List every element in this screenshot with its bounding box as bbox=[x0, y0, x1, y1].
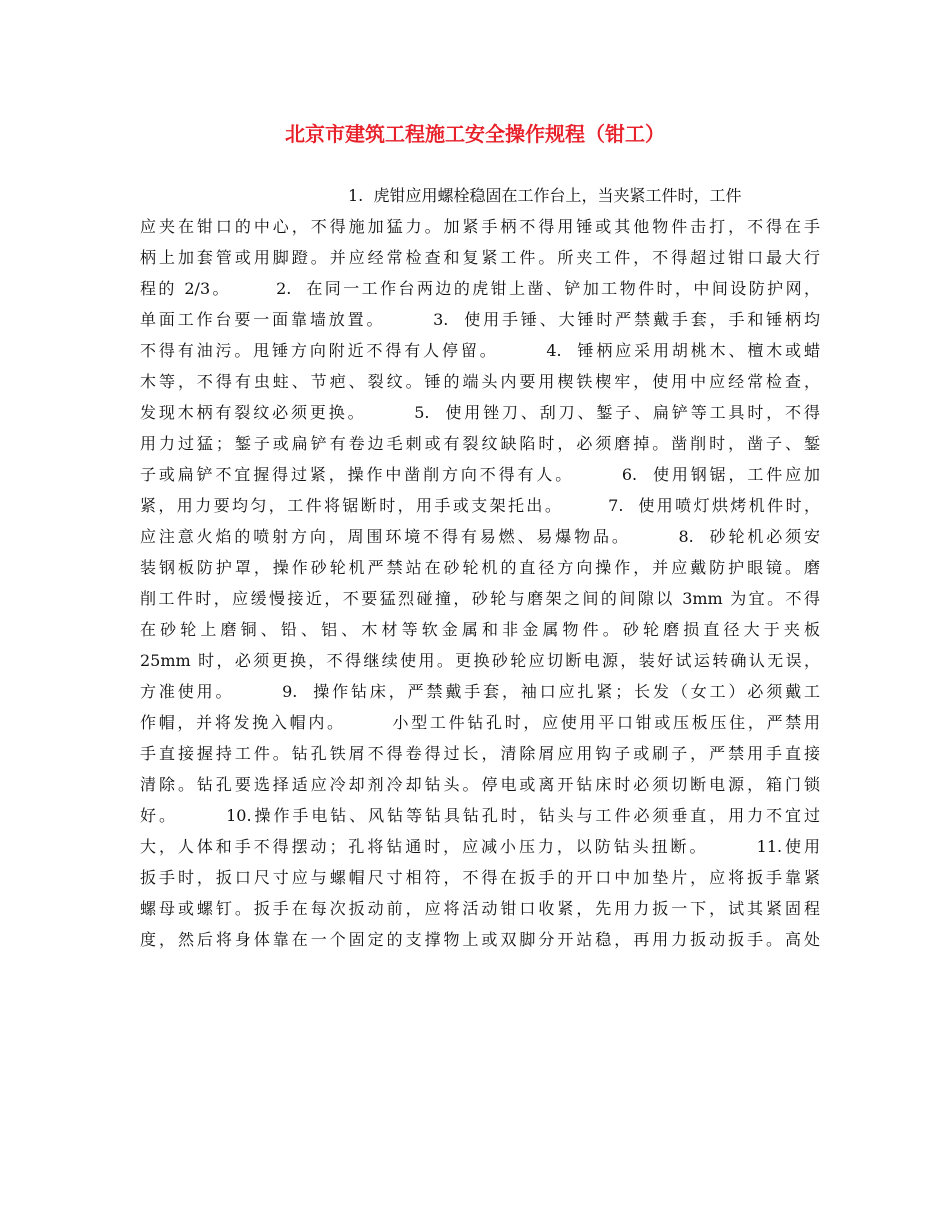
body-line: 方准使用。 9. 操作钻床，严禁戴手套，袖口应扎紧；长发（女工）必须戴工 bbox=[140, 682, 820, 701]
body-line: 1. 虎钳应用螺栓稳固在工作台上，当夹紧工件时，工件 bbox=[348, 186, 742, 205]
body-line: 清除。钻孔要选择适应冷却剂冷却钻头。停电或离开钻床时必须切断电源，箱门锁 bbox=[140, 775, 820, 794]
body-line: 大，人体和手不得摆动；孔将钻通时，应减小压力，以防钻头扭断。 11.使用 bbox=[140, 837, 820, 856]
body-line: 25mm 时，必须更换，不得继续使用。更换砂轮应切断电源，装好试运转确认无误， bbox=[140, 651, 820, 670]
document-title: 北京市建筑工程施工安全操作规程（钳工） bbox=[285, 122, 665, 146]
body-line: 紧，用力要均匀，工件将锯断时，用手或支架托出。 7. 使用喷灯烘烤机件时， bbox=[140, 496, 820, 515]
body-line: 木等，不得有虫蛀、节疤、裂纹。锤的端头内要用楔铁楔牢，使用中应经常检查， bbox=[140, 372, 820, 391]
body-line: 作帽，并将发挽入帽内。 小型工件钻孔时，应使用平口钳或压板压住，严禁用 bbox=[140, 713, 820, 732]
body-line: 扳手时，扳口尺寸应与螺帽尺寸相符，不得在扳手的开口中加垫片，应将扳手靠紧 bbox=[140, 868, 820, 887]
body-line: 应注意火焰的喷射方向，周围环境不得有易燃、易爆物品。 8. 砂轮机必须安 bbox=[140, 527, 820, 546]
body-line: 子或扁铲不宜握得过紧，操作中凿削方向不得有人。 6. 使用钢锯，工件应加 bbox=[140, 465, 820, 484]
body-line: 装钢板防护罩，操作砂轮机严禁站在砂轮机的直径方向操作，并应戴防护眼镜。磨 bbox=[140, 558, 820, 577]
body-line: 单面工作台要一面靠墙放置。 3. 使用手锤、大锤时严禁戴手套，手和锤柄均 bbox=[140, 310, 820, 329]
body-line: 度，然后将身体靠在一个固定的支撑物上或双脚分开站稳，再用力扳动扳手。高处 bbox=[140, 930, 820, 949]
document-body bbox=[140, 180, 820, 955]
body-line: 发现木柄有裂纹必须更换。 5. 使用锉刀、刮刀、錾子、扁铲等工具时，不得 bbox=[140, 403, 820, 422]
body-line: 好。 10.操作手电钻、风钻等钻具钻孔时，钻头与工件必须垂直，用力不宜过 bbox=[140, 806, 820, 825]
body-line: 不得有油污。甩锤方向附近不得有人停留。 4. 锤柄应采用胡桃木、檀木或蜡 bbox=[140, 341, 820, 360]
body-line: 在砂轮上磨铜、铅、铝、木材等软金属和非金属物件。砂轮磨损直径大于夹板 bbox=[140, 620, 820, 639]
body-line: 程的 2/3。 2. 在同一工作台两边的虎钳上凿、铲加工物件时，中间设防护网， bbox=[140, 279, 820, 298]
body-line: 柄上加套管或用脚蹬。并应经常检查和复紧工件。所夹工件，不得超过钳口最大行 bbox=[140, 248, 820, 267]
body-line: 削工件时，应缓慢接近，不要猛烈碰撞，砂轮与磨架之间的间隙以 3mm 为宜。不得 bbox=[140, 589, 820, 608]
body-line: 应夹在钳口的中心，不得施加猛力。加紧手柄不得用锤或其他物件击打，不得在手 bbox=[140, 217, 820, 236]
body-line: 用力过猛；錾子或扁铲有卷边毛刺或有裂纹缺陷时，必须磨掉。凿削时，凿子、錾 bbox=[140, 434, 820, 453]
body-line: 螺母或螺钉。扳手在每次扳动前，应将活动钳口收紧，先用力扳一下，试其紧固程 bbox=[140, 899, 820, 918]
body-line: 手直接握持工件。钻孔铁屑不得卷得过长，清除屑应用钩子或刷子，严禁用手直接 bbox=[140, 744, 820, 763]
